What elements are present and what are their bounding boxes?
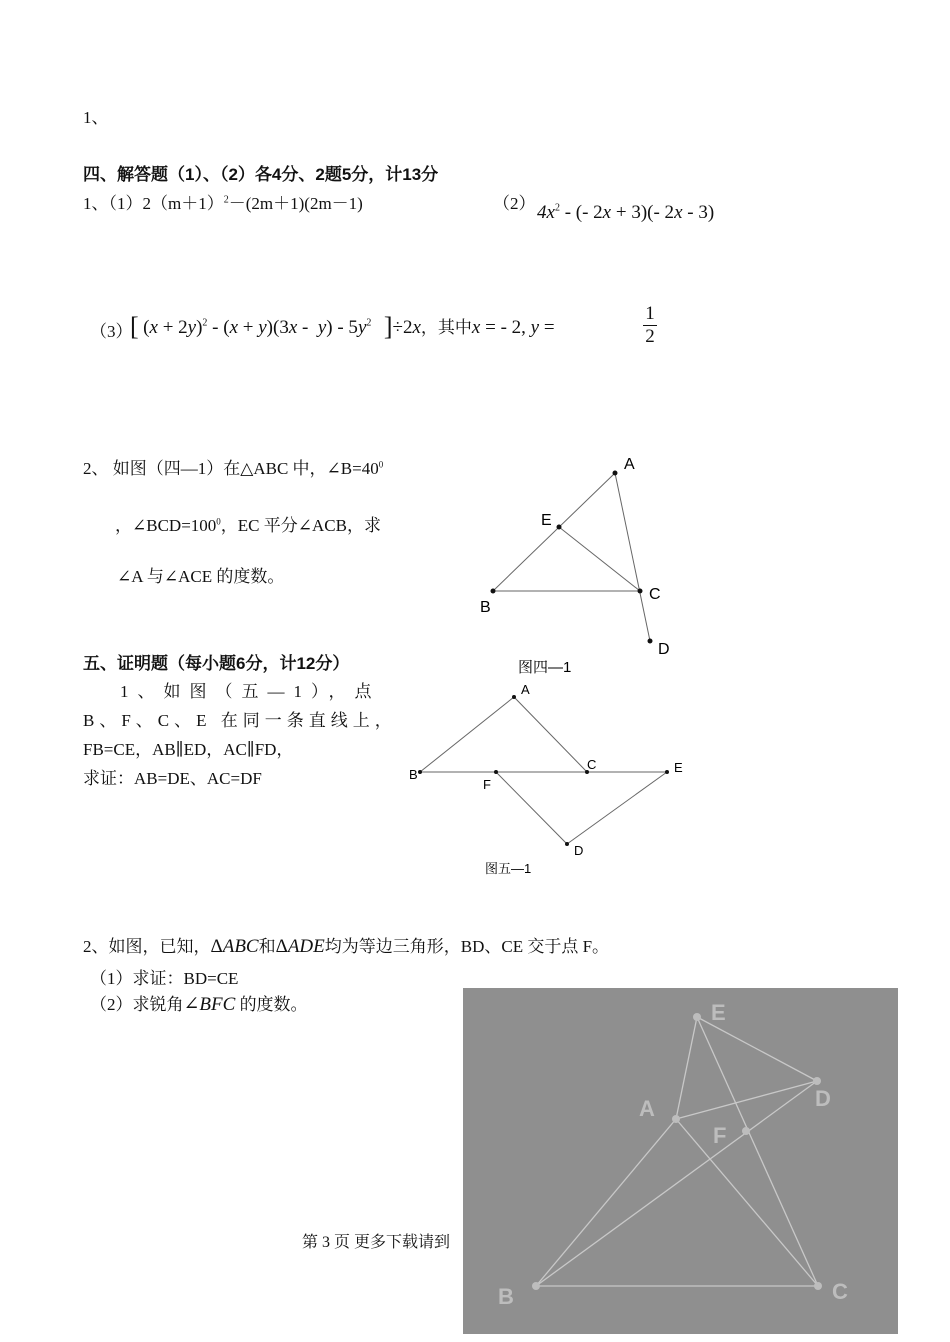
q2-line1: 2、 如图（四—1）在△ABC 中，$\angle B=40^0$	[83, 459, 384, 478]
line-ac	[676, 1119, 818, 1286]
s5-q2-line1: 2、如图，已知，ΔABC和ΔADE均为等边三角形，BD、CE 交于点 F。	[83, 936, 610, 957]
footer-text: 第 3 页 更多下载请到	[302, 1234, 451, 1251]
section5-heading: 五、证明题（每小题6分，计12分）	[83, 654, 350, 673]
q1-part3-expr: [ $(x + 2y)^2 - (x + y)(3x - y) - 5y^2$ ]÷2x，其中x = - 2, y =	[130, 312, 555, 341]
line-ed	[567, 772, 667, 844]
point-a	[512, 695, 516, 699]
figure-4-1	[470, 450, 700, 680]
line-ab	[536, 1119, 676, 1286]
label-f: F	[713, 1123, 727, 1148]
fraction-one-half: 1 2	[643, 303, 657, 348]
line-bd	[536, 1081, 817, 1286]
point-e	[693, 1013, 701, 1021]
label-e: E	[674, 760, 683, 775]
point-c	[638, 589, 643, 594]
line-ab	[493, 473, 615, 591]
s5-q1-line3: FB=CE，AB∥ED，AC∥FD，	[83, 740, 294, 759]
figure-3-image	[463, 988, 898, 1334]
s5-q1-line1: 1、如图（五—1），点	[120, 682, 381, 701]
label-c: C	[649, 586, 661, 603]
fig5-caption: 图五—1	[485, 861, 532, 876]
label-d: D	[574, 843, 584, 858]
point-e	[557, 525, 562, 530]
s5-q1-line4: 求证：AB=DE、AC=DF	[83, 769, 262, 788]
label-b: B	[480, 599, 491, 616]
line-fd	[496, 772, 567, 844]
point-b	[491, 589, 496, 594]
point-b	[532, 1282, 540, 1290]
q2-line3: ∠A 与∠ACE 的度数。	[117, 567, 285, 586]
line-ac	[514, 697, 587, 772]
label-e: E	[711, 1000, 726, 1025]
point-b	[418, 770, 422, 774]
label-c: C	[832, 1279, 848, 1304]
point-d	[565, 842, 569, 846]
label-e: E	[541, 512, 552, 529]
q1-part1-expr: $(1)2(m+1)^2-(2m+1)(2m-1)$	[108, 194, 363, 213]
q1-part2-expr: $4x^2$ - (- 2x + 3)(- 2x - 3)	[537, 202, 715, 223]
label-a: A	[639, 1096, 655, 1121]
label-c: C	[587, 757, 597, 772]
line-ec	[697, 1017, 818, 1286]
point-a	[613, 471, 618, 476]
label-d: D	[815, 1086, 831, 1111]
line-ed	[697, 1017, 817, 1081]
line-ad	[615, 473, 650, 641]
section4-heading: 四、解答题（1）、（2）各4分、2题5分，计13分	[83, 165, 439, 184]
label-d: D	[658, 641, 670, 658]
label-b: B	[498, 1284, 514, 1309]
s5-q1-line2: B、F、C、E 在同一条直线上，	[83, 711, 397, 730]
q1-label: 1、	[83, 194, 109, 213]
figure-5-1	[400, 675, 700, 885]
label-a: A	[521, 682, 530, 697]
point-d	[648, 639, 653, 644]
point-f	[494, 770, 498, 774]
figure-3-svg	[463, 988, 898, 1334]
label-a: A	[624, 456, 635, 473]
line-ab	[420, 697, 514, 772]
point-c	[814, 1282, 822, 1290]
top-number: 1、	[83, 108, 109, 127]
q1-part2-label: （2）	[493, 194, 536, 213]
label-b: B	[409, 767, 418, 782]
fig4-caption: 图四—1	[518, 659, 572, 676]
point-f	[742, 1127, 750, 1135]
line-ea	[676, 1017, 697, 1119]
q1-part1	[83, 189, 363, 214]
point-a	[672, 1115, 680, 1123]
line-ad	[676, 1081, 817, 1119]
s5-q2-sub2: （2）求锐角∠BFC 的度数。	[90, 994, 308, 1015]
q2-line2: ，$\angle BCD=100^0$，EC 平分∠ACB，求	[115, 516, 381, 535]
s5-q2-sub1: （1）求证：BD=CE	[90, 969, 239, 988]
label-f: F	[483, 777, 491, 792]
point-e	[665, 770, 669, 774]
point-d	[813, 1077, 821, 1085]
q1-part3-label: （3）	[90, 322, 133, 341]
